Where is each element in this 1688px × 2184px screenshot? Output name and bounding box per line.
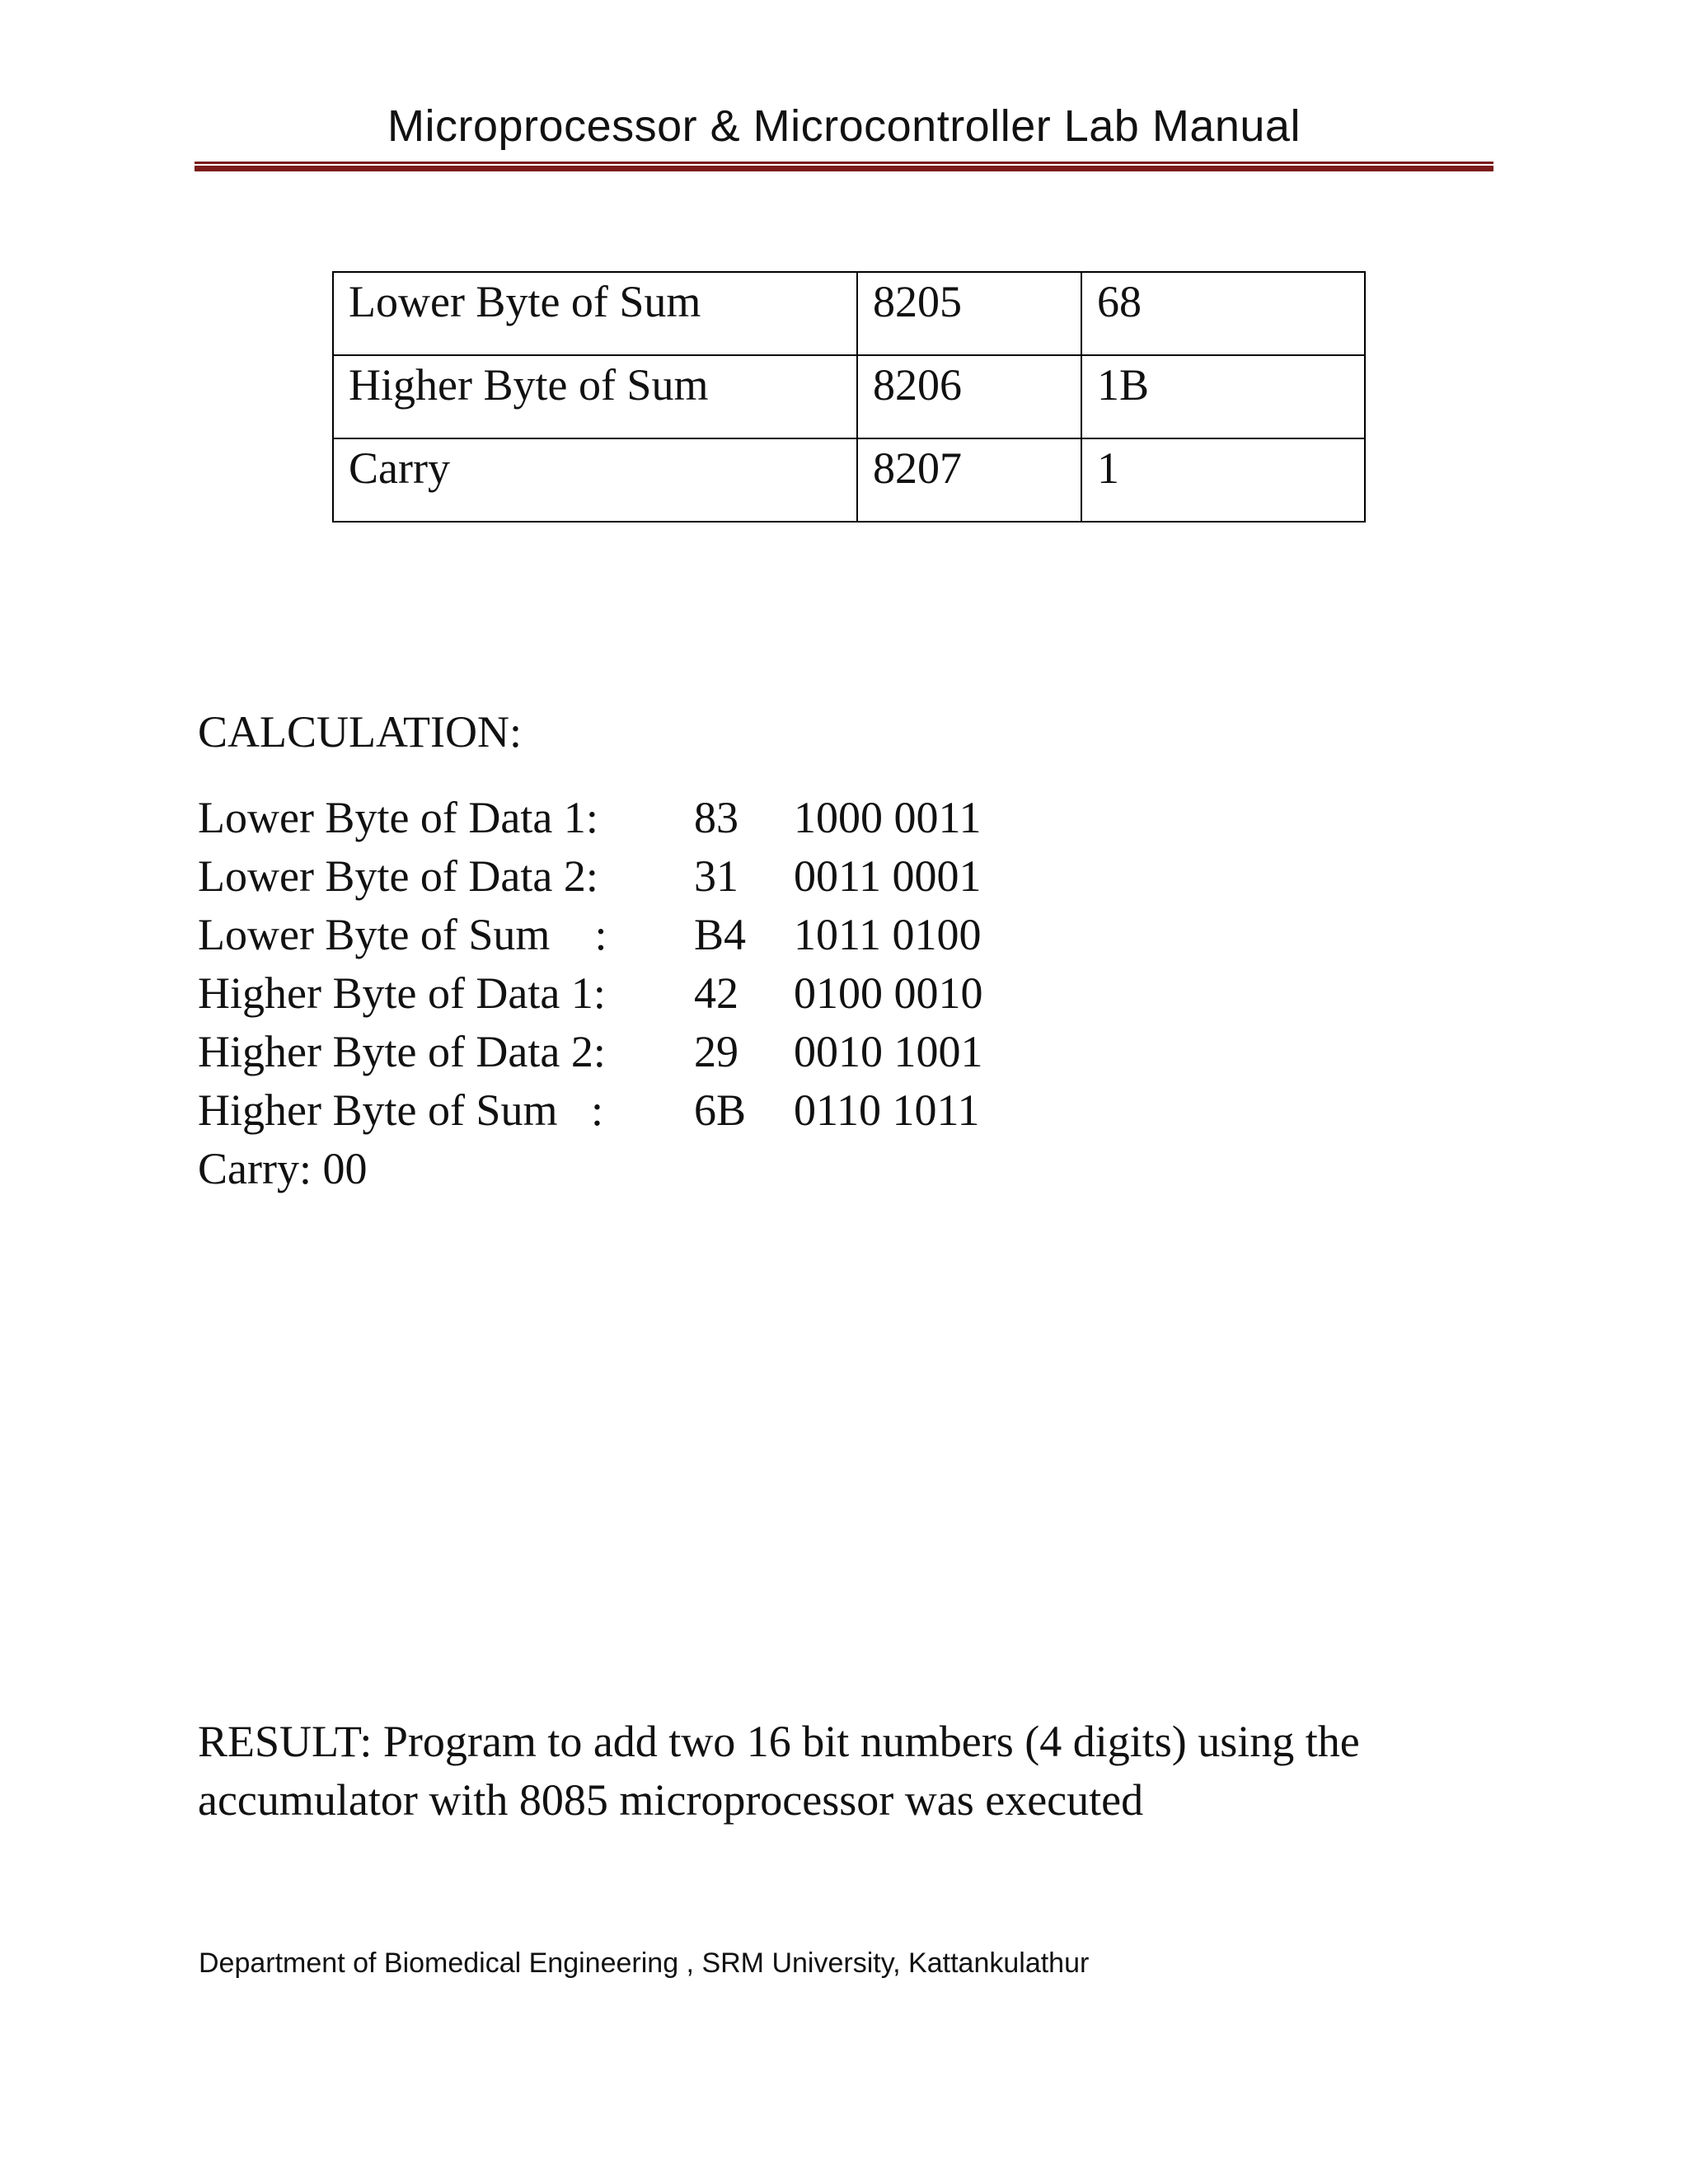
calculation-binary-value: 0011 0001 (794, 851, 982, 901)
calculation-label: Lower Byte of Sum : (198, 910, 607, 959)
calculation-hex-value: 31 (694, 851, 738, 901)
calculation-heading: CALCULATION: (198, 707, 522, 757)
calculation-row (198, 1081, 1022, 1140)
table-cell-value: 1 (1081, 438, 1365, 522)
calculation-hex-value: 29 (694, 1027, 738, 1076)
table-cell-label: Higher Byte of Sum (333, 355, 857, 438)
result-text: Program to add two 16 bit numbers (4 digits) using the accumulator with 8085 microprocessor was executed (198, 1717, 1360, 1825)
table-row (333, 355, 1365, 438)
result-paragraph (198, 1713, 1484, 1830)
table-cell-address: 8205 (857, 272, 1081, 355)
calculation-row (198, 964, 1022, 1023)
calculation-binary-value: 0100 0010 (794, 968, 983, 1018)
table-cell-value: 1B (1081, 355, 1365, 438)
table-cell-address: 8206 (857, 355, 1081, 438)
calculation-row (198, 906, 1022, 964)
calculation-label: Lower Byte of Data 1: (198, 793, 598, 842)
calculation-carry: Carry: 00 (198, 1144, 368, 1193)
calculation-row (198, 789, 1022, 847)
calculation-carry-row (198, 1140, 1022, 1198)
table-cell-label: Carry (333, 438, 857, 522)
calculation-label: Higher Byte of Data 2: (198, 1027, 606, 1076)
table-cell-address: 8207 (857, 438, 1081, 522)
calculation-label: Higher Byte of Sum : (198, 1085, 603, 1135)
calculation-row (198, 847, 1022, 906)
calculation-binary-value: 0110 1011 (794, 1085, 980, 1135)
calculation-binary-value: 1000 0011 (794, 793, 982, 842)
header-divider-thin-line (195, 162, 1493, 164)
table-cell-label: Lower Byte of Sum (333, 272, 857, 355)
calculation-binary-value: 1011 0100 (794, 910, 982, 959)
header-divider (195, 162, 1493, 171)
calculation-hex-value: 6B (694, 1085, 747, 1135)
page-footer: Department of Biomedical Engineering , SRM University, Kattankulathur (199, 1947, 1090, 1979)
result-label: RESULT: (198, 1717, 373, 1766)
calculation-list (198, 789, 1022, 1198)
calculation-binary-value: 0010 1001 (794, 1027, 983, 1076)
table-row (333, 438, 1365, 522)
page-header-title: Microprocessor & Microcontroller Lab Manual (387, 101, 1301, 151)
header-divider-thick-line (195, 166, 1493, 171)
calculation-hex-value: 42 (694, 968, 738, 1018)
calculation-label: Lower Byte of Data 2: (198, 851, 598, 901)
calculation-row (198, 1023, 1022, 1081)
calculation-hex-value: B4 (694, 910, 747, 959)
table-cell-value: 68 (1081, 272, 1365, 355)
calculation-hex-value: 83 (694, 793, 738, 842)
memory-results-table (332, 271, 1366, 523)
calculation-label: Higher Byte of Data 1: (198, 968, 606, 1018)
table-row (333, 272, 1365, 355)
